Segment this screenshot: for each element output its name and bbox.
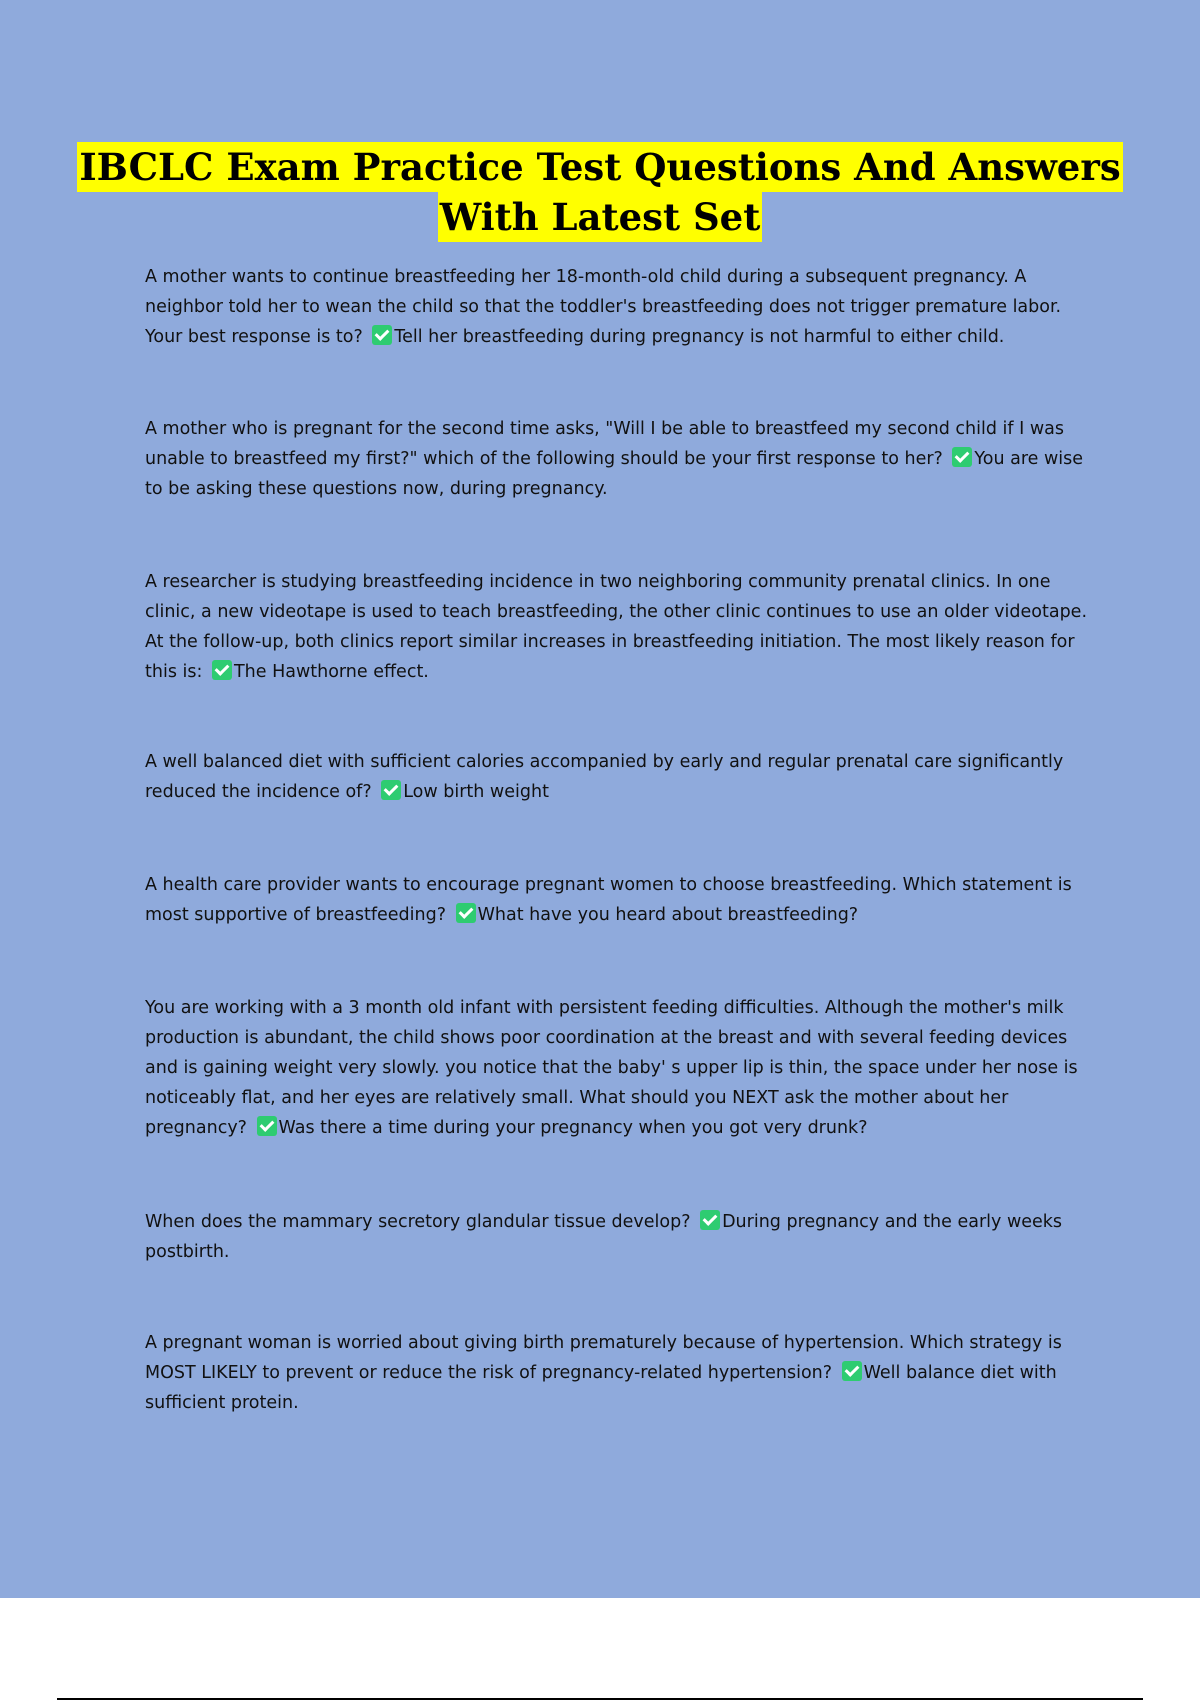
answer-text: Tell her breastfeeding during pregnancy is not harmful to either child. — [394, 327, 1005, 347]
answer-text: During pregnancy and the early weeks postbirth. — [145, 1212, 1063, 1262]
question-text: A researcher is studying breastfeeding incidence in two neighboring community prenatal clinics. In one clinic, a new videotape is used to teach breastfeeding, the other clinic continues to use an older videotape. At the follow-up, both clinics report similar increases in breastfeeding initiation. The most likely reason for this is: — [145, 572, 1088, 682]
question-text: You are working with a 3 month old infant with persistent feeding difficulties. Although the mother's milk production is abundant, the child shows poor coordination at the breast and with several feeding devices and is gaining weight very slowly. you notice that the baby' s upper lip is thin, the space under her nose is noticeably flat, and her eyes are relatively small. What should you NEXT ask the mother about her pregnancy? — [145, 998, 1078, 1138]
qa-item-2 — [145, 414, 1090, 504]
answer-text: The Hawthorne effect. — [233, 662, 429, 682]
qa-item-6 — [145, 993, 1090, 1143]
question-text: A mother wants to continue breastfeeding her 18-month-old child during a subsequent pregnancy. A neighbor told her to wean the child so that the toddler's breastfeeding does not trigger premature labor. Your best response is to? — [145, 267, 1062, 347]
answer-text: Low birth weight — [403, 782, 549, 802]
question-text: A pregnant woman is worried about giving birth prematurely because of hypertension. Which strategy is MOST LIKELY to prevent or reduce the risk of pregnancy-related hypertension? — [145, 1333, 1062, 1383]
title-line-1: IBCLC Exam Practice Test Questions And Answers — [77, 142, 1122, 192]
question-text: A mother who is pregnant for the second time asks, "Will I be able to breastfeed my second child if I was unable to breastfeed my first?" which of the following should be your first response to her? — [145, 419, 1065, 469]
answer-text: You are wise to be asking these questions now, during pregnancy. — [145, 449, 1084, 499]
check-icon — [700, 1210, 720, 1230]
check-icon — [212, 660, 232, 680]
qa-item-4 — [145, 747, 1090, 807]
qa-item-5 — [145, 870, 1090, 930]
question-text: When does the mammary secretory glandular tissue develop? — [145, 1212, 691, 1232]
title-line-2: With Latest Set — [438, 192, 763, 242]
answer-text: Well balance diet with sufficient protein. — [145, 1363, 1057, 1413]
qa-item-8 — [145, 1328, 1090, 1418]
qa-item-1 — [145, 262, 1090, 352]
check-icon — [952, 447, 972, 467]
answer-text: What have you heard about breastfeeding? — [477, 905, 859, 925]
question-text: A well balanced diet with sufficient calories accompanied by early and regular prenatal care significantly reduced the incidence of? — [145, 752, 1064, 802]
check-icon — [381, 780, 401, 800]
check-icon — [257, 1116, 277, 1136]
qa-item-3 — [145, 567, 1090, 687]
question-text: A health care provider wants to encourage pregnant women to choose breastfeeding. Which statement is most supportive of breastfeeding? — [145, 875, 1072, 925]
answer-text: Was there a time during your pregnancy when you got very drunk? — [278, 1118, 868, 1138]
qa-item-7 — [145, 1207, 1090, 1267]
check-icon — [842, 1361, 862, 1381]
page-title — [0, 142, 1200, 242]
check-icon — [372, 325, 392, 345]
check-icon — [456, 903, 476, 923]
